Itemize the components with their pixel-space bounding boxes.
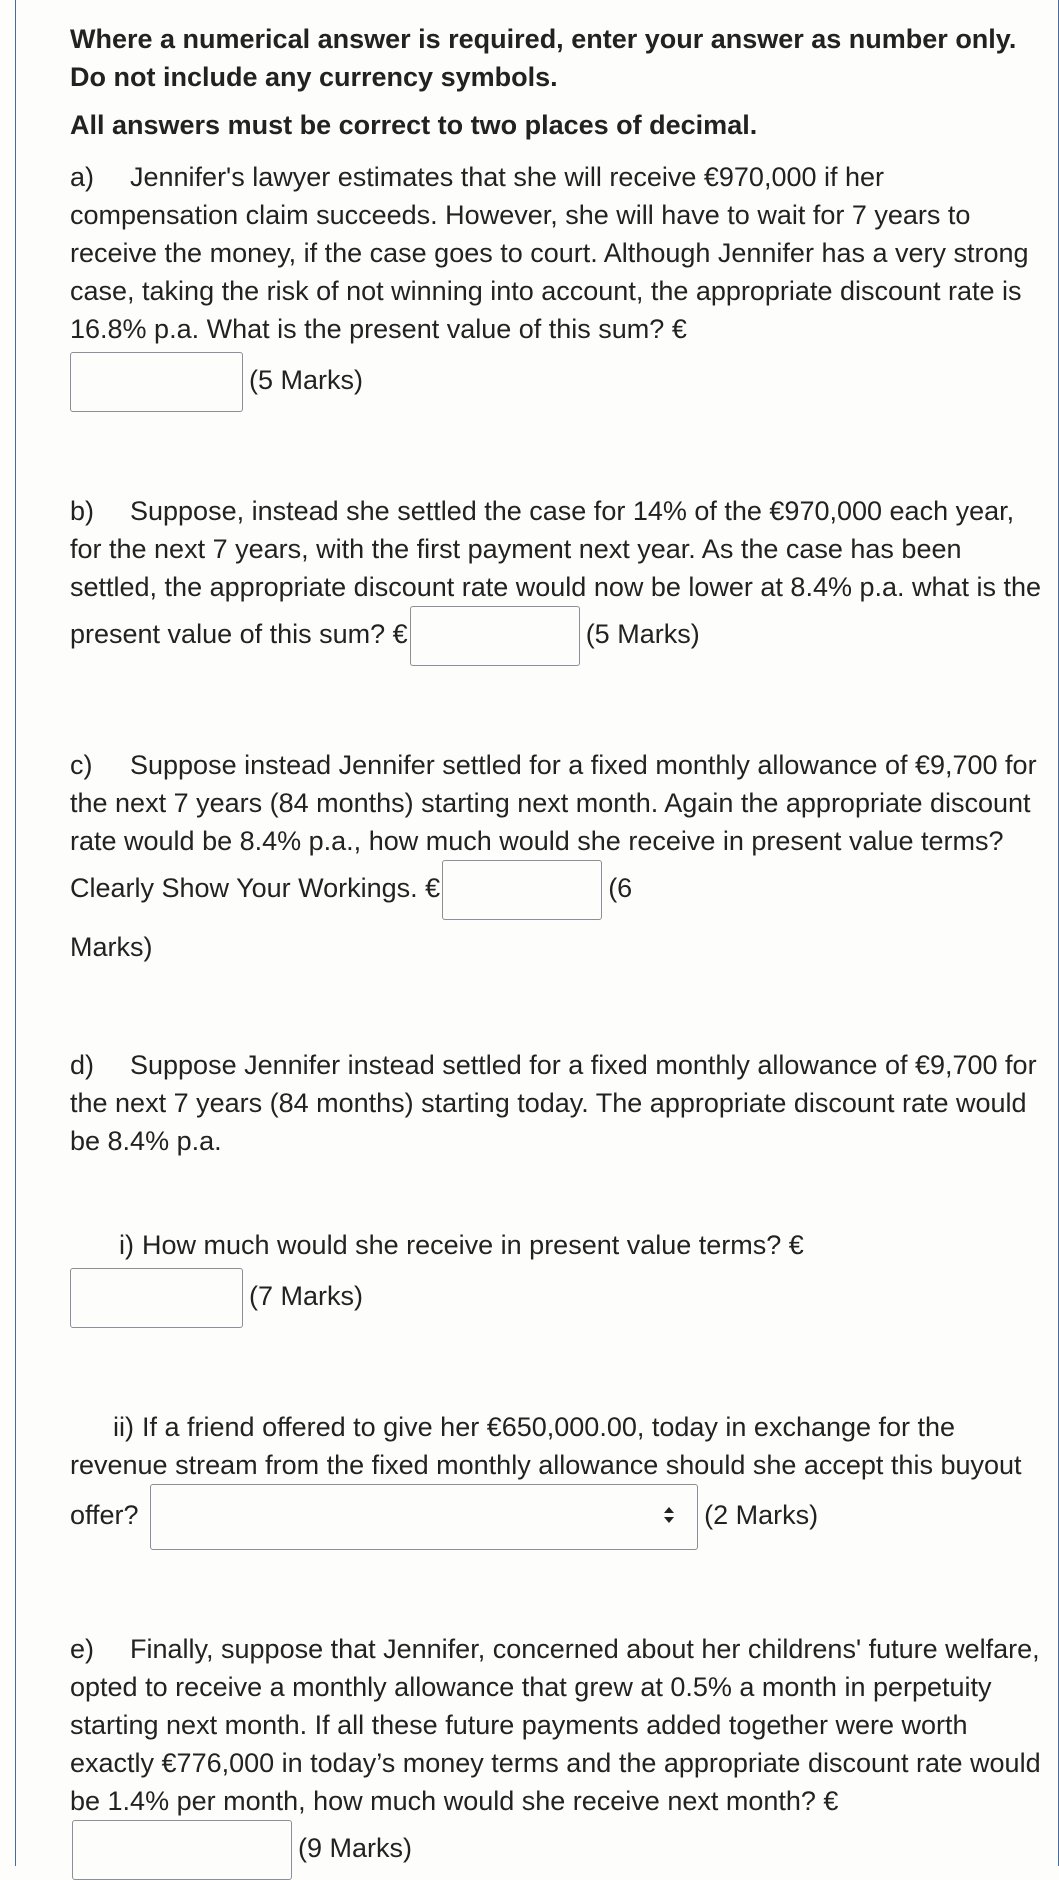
- instruction-decimals: All answers must be correct to two places of decimal.: [70, 110, 758, 140]
- question-a-label: a): [70, 162, 95, 192]
- question-d-ii-text: If a friend offered to give her €650,000.00, today in exchange for the revenue stream from the fixed monthly allowance should she accept this buyout offer?: [70, 1412, 1022, 1531]
- instruction-numeric: Where a numerical answer is required, enter your answer as number only. Do not include any currency symbols.: [70, 24, 1017, 92]
- question-b-text: Suppose, instead she settled the case for 14% of the €970,000 each year, for the next 7 years, with the first payment next year. As the case has been settled, the appropriate discount rate would now be lower at 8.4% p.a. what is the present value of this sum? €: [70, 496, 1042, 650]
- question-c-marks-part1: (6: [608, 873, 633, 904]
- question-c-marks-part2: Marks): [70, 932, 153, 962]
- question-a-text: Jennifer's lawyer estimates that she will receive €970,000 if her compensation claim succeeds. However, she will have to wait for 7 years to receive the money, if the case goes to court. Although Jennifer has a very strong case, taking the risk of not winning into account, the appropriate discount rate is 16.8% p.a. What is the present value of this sum? €: [70, 162, 1029, 344]
- answer-a-input[interactable]: [70, 352, 243, 412]
- question-d-text: Suppose Jennifer instead settled for a fixed monthly allowance of €9,700 for the next 7 years (84 months) starting today. The appropriate discount rate would be 8.4% p.a.: [70, 1050, 1037, 1156]
- answer-d-ii-select[interactable]: [150, 1484, 698, 1550]
- question-content: [70, 20, 1045, 1880]
- question-d-i-text: How much would she receive in present value terms? €: [142, 1230, 804, 1260]
- question-e: [70, 1630, 1045, 1880]
- question-d-ii-label: ii): [113, 1412, 134, 1442]
- question-c-label: c): [70, 750, 93, 780]
- question-d-ii-marks: (2 Marks): [704, 1500, 819, 1531]
- question-a-marks: (5 Marks): [249, 365, 363, 396]
- answer-d-i-input[interactable]: [70, 1268, 243, 1328]
- answer-c-input[interactable]: [442, 860, 602, 920]
- question-e-label: e): [70, 1634, 95, 1664]
- question-b: [70, 492, 1045, 666]
- question-a: [70, 158, 1045, 412]
- answer-e-input[interactable]: [72, 1820, 292, 1880]
- question-b-label: b): [70, 496, 95, 526]
- question-d-i-marks: (7 Marks): [249, 1281, 363, 1312]
- question-d-label: d): [70, 1050, 95, 1080]
- question-d-i: [70, 1226, 1045, 1328]
- question-d-i-label: i): [119, 1230, 134, 1260]
- answer-b-input[interactable]: [410, 606, 580, 666]
- question-c-text: Suppose instead Jennifer settled for a fixed monthly allowance of €9,700 for the next 7 years (84 months) starting next month. Again the appropriate discount rate would be 8.4% p.a., how much would she receive in present value terms? Clearly Show Your Workings. €: [70, 750, 1037, 904]
- updown-chevron-icon: [663, 1505, 675, 1527]
- question-e-text: Finally, suppose that Jennifer, concerned about her childrens' future welfare, opted to receive a monthly allowance that grew at 0.5% a month in perpetuity starting next month. If all these future payments added together were worth exactly €776,000 in today’s money terms and the appropriate discount rate would be 1.4% per month, how much would she receive next month? €: [70, 1634, 1041, 1816]
- question-panel: [15, 0, 1059, 1866]
- question-d: [70, 1046, 1045, 1160]
- question-d-ii: [70, 1408, 1045, 1550]
- question-c: [70, 746, 1045, 966]
- question-e-marks: (9 Marks): [298, 1833, 412, 1864]
- question-b-marks: (5 Marks): [585, 619, 700, 650]
